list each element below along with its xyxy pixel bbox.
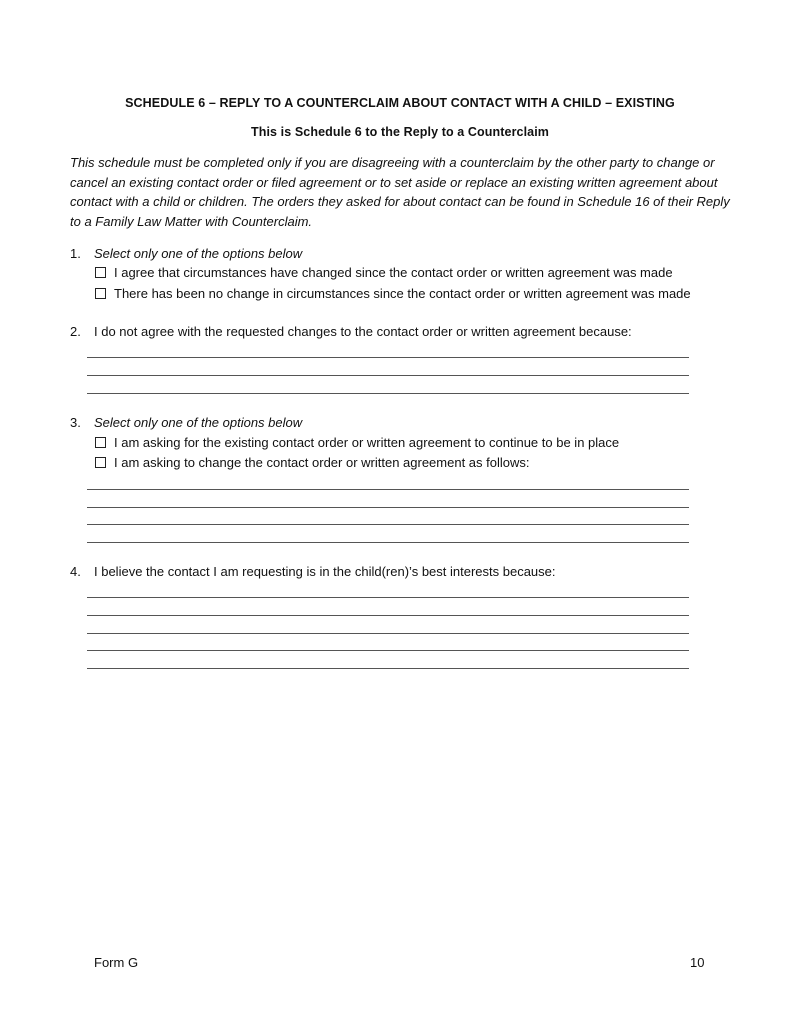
option-continue-order[interactable] [95, 435, 619, 450]
option-circumstances-changed[interactable] [95, 265, 673, 280]
question-number: 1. [70, 246, 81, 261]
question-prompt: I believe the contact I am requesting is in the child(ren)’s best interests because: [94, 564, 556, 579]
question-1 [70, 246, 302, 261]
form-label: Form G [94, 955, 139, 970]
question-number: 2. [70, 324, 81, 339]
question-2 [70, 324, 632, 339]
option-label: I am asking to change the contact order or written agreement as follows: [114, 455, 530, 470]
option-label: I agree that circumstances have changed since the contact order or written agreement was made [114, 265, 673, 280]
instructions-paragraph: This schedule must be completed only if you are disagreeing with a counterclaim by the other party to change or cancel an existing contact order or filed agreement or to set aside or replace an existing written agreement about contact with a child or children. The orders they asked for about contact can be found in Schedule 16 of their Reply to a Family Law Matter with Counterclaim. [70, 155, 730, 229]
answer-line[interactable] [87, 524, 689, 525]
question-number: 3. [70, 415, 81, 430]
option-no-change[interactable] [95, 286, 691, 301]
checkbox[interactable] [95, 267, 106, 278]
option-label: There has been no change in circumstances since the contact order or written agreement was made [114, 286, 691, 301]
question-number: 4. [70, 564, 81, 579]
answer-line[interactable] [87, 668, 689, 669]
answer-line[interactable] [87, 375, 689, 376]
checkbox[interactable] [95, 457, 106, 468]
answer-line[interactable] [87, 507, 689, 508]
answer-line[interactable] [87, 615, 689, 616]
question-prompt: Select only one of the options below [94, 415, 303, 430]
question-prompt: I do not agree with the requested changes to the contact order or written agreement because: [94, 324, 632, 339]
schedule-subtitle: This is Schedule 6 to the Reply to a Counterclaim [250, 125, 549, 139]
answer-line[interactable] [87, 597, 689, 598]
answer-line[interactable] [87, 650, 689, 651]
answer-line[interactable] [87, 633, 689, 634]
option-label: I am asking for the existing contact order or written agreement to continue to be in place [114, 435, 620, 450]
page-number: 10 [690, 955, 705, 970]
answer-line[interactable] [87, 542, 689, 543]
schedule-title: SCHEDULE 6 – REPLY TO A COUNTERCLAIM ABOUT CONTACT WITH A CHILD – EXISTING [125, 96, 675, 110]
question-3 [70, 415, 302, 430]
answer-line[interactable] [87, 357, 689, 358]
answer-line[interactable] [87, 489, 689, 490]
answer-line[interactable] [87, 393, 689, 394]
question-4 [70, 564, 556, 579]
option-change-order[interactable] [95, 455, 530, 470]
checkbox[interactable] [95, 288, 106, 299]
checkbox[interactable] [95, 437, 106, 448]
question-prompt: Select only one of the options below [94, 246, 303, 261]
